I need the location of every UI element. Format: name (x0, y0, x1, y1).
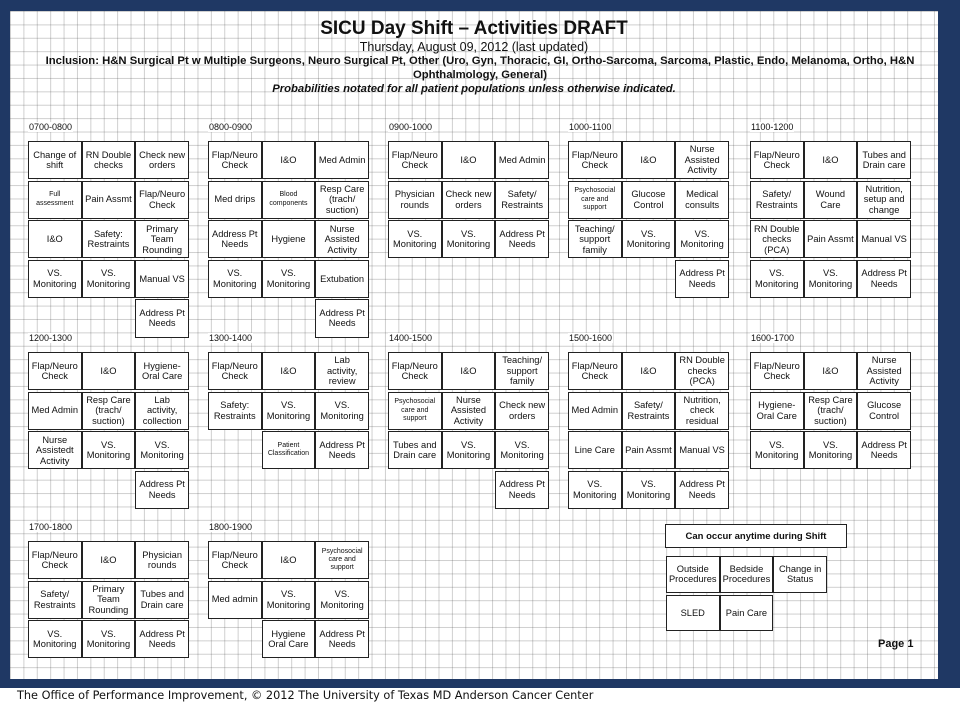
activity-psychosocial-care-and-support: Psychosocial care and support (315, 541, 369, 579)
activity-rn-double-checks-pca: RN Double checks (PCA) (675, 352, 729, 390)
activity-vs-monitoring: VS. Monitoring (315, 581, 369, 619)
activity-hygiene-oral-care: Hygiene- Oral Care (135, 352, 189, 390)
activity-manual-vs: Manual VS (675, 431, 729, 469)
activity-check-new-orders: Check new orders (442, 181, 496, 219)
activity-primary-team-rounding: Primary Team Rounding (135, 220, 189, 258)
activity-nurse-assisted-activity: Nurse Assisted Activity (442, 392, 496, 430)
probabilities-note: Probabilities notated for all patient populations unless otherwise indicated. (272, 83, 676, 95)
activity-address-pt-needs: Address Pt Needs (857, 431, 911, 469)
time-label-1800-1900: 1800-1900 (209, 522, 253, 532)
activity-address-pt-needs: Address Pt Needs (315, 620, 369, 658)
activity-nutrition-setup-and-change: Nutrition, setup and change (857, 181, 911, 219)
activity-full-assessment: Full assessment (28, 181, 82, 219)
activity-tubes-and-drain-care: Tubes and Drain care (388, 431, 442, 469)
time-label-1400-1500: 1400-1500 (389, 333, 433, 343)
activity-vs-monitoring: VS. Monitoring (28, 620, 82, 658)
activity-check-new-orders: Check new orders (495, 392, 549, 430)
activity-vs-monitoring: VS. Monitoring (750, 431, 804, 469)
activity-teaching-support-family: Teaching/ support family (568, 220, 622, 258)
activity-address-pt-needs: Address Pt Needs (675, 471, 729, 509)
activity-vs-monitoring: VS. Monitoring (82, 620, 136, 658)
activity-iando: I&O (442, 141, 496, 179)
activity-vs-monitoring: VS. Monitoring (442, 431, 496, 469)
activity-iando: I&O (28, 220, 82, 258)
activity-pain-assmt: Pain Assmt (622, 431, 676, 469)
activity-flap-neuro-check: Flap/Neuro Check (388, 352, 442, 390)
anytime-sled: SLED (666, 595, 720, 632)
activity-nurse-assisted-activity: Nurse Assisted Activity (675, 141, 729, 179)
time-label-1600-1700: 1600-1700 (751, 333, 795, 343)
activity-resp-care-trach-suction: Resp Care (trach/ suction) (315, 181, 369, 219)
activity-flap-neuro-check: Flap/Neuro Check (208, 352, 262, 390)
activity-hygiene-oral-care: Hygiene Oral Care (262, 620, 316, 658)
activity-vs-monitoring: VS. Monitoring (28, 260, 82, 298)
activity-resp-care-trach-suction: Resp Care (trach/ suction) (804, 392, 858, 430)
activity-med-admin: Med Admin (495, 141, 549, 179)
activity-pain-assmt: Pain Assmt (82, 181, 136, 219)
activity-flap-neuro-check: Flap/Neuro Check (750, 352, 804, 390)
footer-credit: The Office of Performance Improvement, © 2012 The University of Texas MD Anderson Cancer Center (17, 689, 594, 702)
activity-safety-restraints: Safety/ Restraints (28, 581, 82, 619)
activity-address-pt-needs: Address Pt Needs (208, 220, 262, 258)
activity-flap-neuro-check: Flap/Neuro Check (135, 181, 189, 219)
activity-address-pt-needs: Address Pt Needs (495, 471, 549, 509)
activity-flap-neuro-check: Flap/Neuro Check (28, 541, 82, 579)
activity-tubes-and-drain-care: Tubes and Drain care (857, 141, 911, 179)
anytime-change-in-status: Change in Status (773, 556, 827, 593)
activity-medical-consults: Medical consults (675, 181, 729, 219)
activity-lab-activity-collection: Lab activity, collection (135, 392, 189, 430)
time-label-1100-1200: 1100-1200 (751, 122, 794, 132)
activity-physician-rounds: Physician rounds (388, 181, 442, 219)
activity-address-pt-needs: Address Pt Needs (315, 431, 369, 469)
activity-iando: I&O (82, 541, 136, 579)
activity-vs-monitoring: VS. Monitoring (622, 471, 676, 509)
activity-change-of-shift: Change of shift (28, 141, 82, 179)
activity-vs-monitoring: VS. Monitoring (388, 220, 442, 258)
time-label-0900-1000: 0900-1000 (389, 122, 433, 132)
activity-rn-double-checks: RN Double checks (82, 141, 136, 179)
inclusion-criteria: Inclusion: H&N Surgical Pt w Multiple Surgeons, Neuro Surgical Pt, Other (Uro, Gyn, Thoracic, GI, Ortho-Sarcoma, Sarcoma, Plastic, Endo, Melanoma, Ortho, H&N Ophthalmology, General) (45, 55, 915, 81)
activity-wound-care: Wound Care (804, 181, 858, 219)
activity-iando: I&O (442, 352, 496, 390)
activity-iando: I&O (622, 352, 676, 390)
activity-flap-neuro-check: Flap/Neuro Check (208, 141, 262, 179)
activity-vs-monitoring: VS. Monitoring (568, 471, 622, 509)
activity-resp-care-trach-suction: Resp Care (trach/ suction) (82, 392, 136, 430)
time-label-0800-0900: 0800-0900 (209, 122, 253, 132)
activity-iando: I&O (82, 352, 136, 390)
activity-vs-monitoring: VS. Monitoring (82, 431, 136, 469)
activity-flap-neuro-check: Flap/Neuro Check (28, 352, 82, 390)
activity-flap-neuro-check: Flap/Neuro Check (208, 541, 262, 579)
activity-vs-monitoring: VS. Monitoring (750, 260, 804, 298)
activity-vs-monitoring: VS. Monitoring (262, 392, 316, 430)
activity-address-pt-needs: Address Pt Needs (135, 620, 189, 658)
activity-flap-neuro-check: Flap/Neuro Check (750, 141, 804, 179)
activity-glucose-control: Glucose Control (622, 181, 676, 219)
activity-check-new-orders: Check new orders (135, 141, 189, 179)
activity-address-pt-needs: Address Pt Needs (495, 220, 549, 258)
activity-flap-neuro-check: Flap/Neuro Check (568, 352, 622, 390)
activity-safety-restraints: Safety: Restraints (208, 392, 262, 430)
activity-psychosocial-care-and-support: Psychosocial care and support (568, 181, 622, 219)
activity-manual-vs: Manual VS (857, 220, 911, 258)
activity-address-pt-needs: Address Pt Needs (857, 260, 911, 298)
time-label-1700-1800: 1700-1800 (29, 522, 73, 532)
document-date: Thursday, August 09, 2012 (last updated) (359, 40, 589, 54)
activity-address-pt-needs: Address Pt Needs (675, 260, 729, 298)
activity-patient-classification: Patient Classification (262, 431, 316, 469)
activity-vs-monitoring: VS. Monitoring (675, 220, 729, 258)
time-label-0700-0800: 0700-0800 (29, 122, 73, 132)
time-label-1300-1400: 1300-1400 (209, 333, 253, 343)
activity-lab-activity-review: Lab activity, review (315, 352, 369, 390)
activity-safety-restraints: Safety/ Restraints (495, 181, 549, 219)
activity-blood-components: Blood components (262, 181, 316, 219)
activity-med-drips: Med drips (208, 181, 262, 219)
activity-vs-monitoring: VS. Monitoring (804, 260, 858, 298)
activity-extubation: Extubation (315, 260, 369, 298)
activity-vs-monitoring: VS. Monitoring (135, 431, 189, 469)
activity-iando: I&O (262, 352, 316, 390)
document-title: SICU Day Shift – Activities DRAFT (320, 18, 628, 39)
activity-nurse-assisted-activity: Nurse Assisted Activity (857, 352, 911, 390)
activity-safety-restraints: Safety: Restraints (82, 220, 136, 258)
activity-vs-monitoring: VS. Monitoring (315, 392, 369, 430)
anytime-pain-care: Pain Care (720, 595, 774, 632)
activity-safety-restraints: Safety/ Restraints (622, 392, 676, 430)
activity-vs-monitoring: VS. Monitoring (622, 220, 676, 258)
activity-nurse-assisted-activity: Nurse Assisted Activity (315, 220, 369, 258)
activity-vs-monitoring: VS. Monitoring (82, 260, 136, 298)
activity-tubes-and-drain-care: Tubes and Drain care (135, 581, 189, 619)
activity-flap-neuro-check: Flap/Neuro Check (388, 141, 442, 179)
activity-pain-assmt: Pain Assmt (804, 220, 858, 258)
activity-safety-restraints: Safety/ Restraints (750, 181, 804, 219)
activity-vs-monitoring: VS. Monitoring (495, 431, 549, 469)
activity-vs-monitoring: VS. Monitoring (262, 581, 316, 619)
activity-med-admin: Med admin (208, 581, 262, 619)
time-label-1200-1300: 1200-1300 (29, 333, 73, 343)
activity-med-admin: Med Admin (315, 141, 369, 179)
activity-iando: I&O (622, 141, 676, 179)
activity-physician-rounds: Physician rounds (135, 541, 189, 579)
activity-rn-double-checks-pca: RN Double checks (PCA) (750, 220, 804, 258)
activity-hygiene: Hygiene (262, 220, 316, 258)
activity-manual-vs: Manual VS (135, 260, 189, 298)
anytime-outside-procedures: Outside Procedures (666, 556, 720, 593)
activity-vs-monitoring: VS. Monitoring (804, 431, 858, 469)
time-label-1500-1600: 1500-1600 (569, 333, 613, 343)
activity-med-admin: Med Admin (568, 392, 622, 430)
activity-vs-monitoring: VS. Monitoring (262, 260, 316, 298)
activity-med-admin: Med Admin (28, 392, 82, 430)
activity-nutrition-check-residual: Nutrition, check residual (675, 392, 729, 430)
activity-iando: I&O (804, 141, 858, 179)
activity-primary-team-rounding: Primary Team Rounding (82, 581, 136, 619)
activity-address-pt-needs: Address Pt Needs (135, 471, 189, 509)
activity-address-pt-needs: Address Pt Needs (135, 299, 189, 337)
activity-line-care: Line Care (568, 431, 622, 469)
activity-flap-neuro-check: Flap/Neuro Check (568, 141, 622, 179)
activity-iando: I&O (804, 352, 858, 390)
anytime-title: Can occur anytime during Shift (665, 524, 847, 548)
activity-iando: I&O (262, 141, 316, 179)
activity-hygiene-oral-care: Hygiene- Oral Care (750, 392, 804, 430)
activity-glucose-control: Glucose Control (857, 392, 911, 430)
activity-vs-monitoring: VS. Monitoring (208, 260, 262, 298)
activity-vs-monitoring: VS. Monitoring (442, 220, 496, 258)
page-number: Page 1 (878, 638, 914, 650)
anytime-bedside-procedures: Bedside Procedures (720, 556, 774, 593)
activity-iando: I&O (262, 541, 316, 579)
activity-psychosocial-care-and-support: Psychosocial care and support (388, 392, 442, 430)
activity-nurse-assistedt-activity: Nurse Assistedt Activity (28, 431, 82, 469)
activity-teaching-support-family: Teaching/ support family (495, 352, 549, 390)
time-label-1000-1100: 1000-1100 (569, 122, 612, 132)
activity-address-pt-needs: Address Pt Needs (315, 299, 369, 337)
document-page (10, 11, 938, 679)
